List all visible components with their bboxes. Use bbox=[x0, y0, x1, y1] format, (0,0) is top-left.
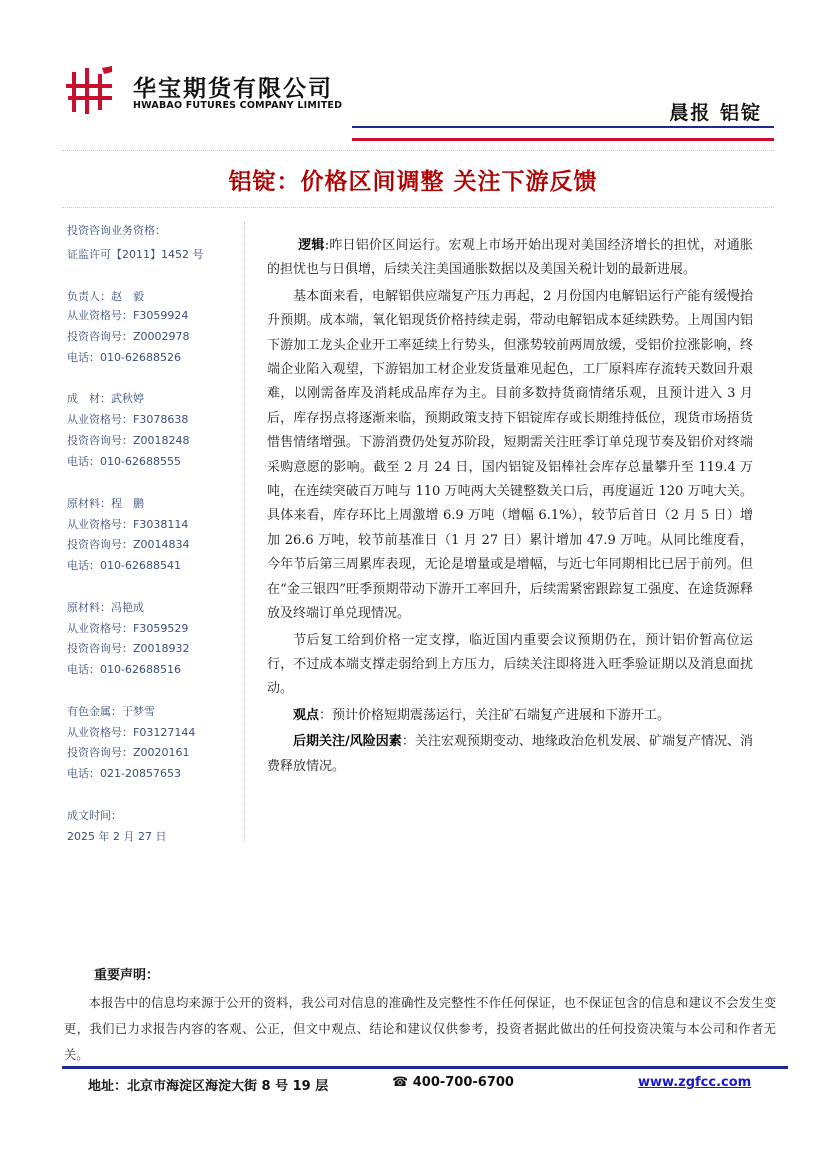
contact-cert: 从业资格号：F03127144 bbox=[67, 726, 196, 739]
footer-phone bbox=[392, 1075, 514, 1090]
company-name-en: HWABAO FUTURES COMPANY LIMITED bbox=[133, 100, 343, 111]
contact-phone: 电话：021-20857653 bbox=[67, 767, 181, 780]
date-value: 2025 年 2 月 27 日 bbox=[67, 830, 167, 843]
fundamentals-paragraph: 基本面来看，电解铝供应端复产压力再起，2 月份国内电解铝运行产能有缓慢抬升预期。成本端，氧化铝现货价格持续走弱，带动电解铝成本延续跌势。上周国内铝下游加工龙头企业开工率延续上行势头，但涨势较前两周放缓，受铝价拉涨影响，终端企业陷入观望，下游铝加工材企业发货量难见起色，工厂原料库存流转天数回升艰难，以刚需备库及消耗成品库存为主。目前多数持货商情绪乐观，且预计进入 3 月后，库存拐点将逐渐来临，预期政策支持下铝锭库存或长期维持低位，现货市场捂货惜售情绪增强。下游消费仍处复苏阶段，短期需关注旺季订单兑现节奏及铝价对终端采购意愿的影响。截至 2 月 24 日，国内铝锭及铝棒社会库存总量攀升至 119.4 万吨，在连续突破百万吨与 110 万吨两大关键整数关口后，再度逼近 120 万吨大关。具体来看，库存环比上周激增 6.9 万吨（增幅 6.1%），较节后首日（2 月 5 日）增加 26.6 万吨，较节前基准日（1 月 27 日）累计增加 47.9 万吨。从同比维度看，今年节后第三周累库表现，无论是增量或是增幅，与近七年同期相比已居于前列。但在“金三银四”旺季预期带动下游开工率回升，后续需紧密跟踪复工强度、在途货源释放及终端订单兑现情况。 bbox=[267, 288, 753, 622]
divider bbox=[62, 207, 774, 208]
hwabao-logo-icon bbox=[66, 66, 114, 116]
view-paragraph bbox=[267, 704, 753, 728]
logic-text: :昨日铝价区间运行。宏观上市场开始出现对美国经济增长的担忧，对通胀的担忧也与日俱增，后续关注美国通胀数据以及美国关税计划的最新进展。 bbox=[267, 238, 753, 278]
contact-cert: 从业资格号：F3038114 bbox=[67, 518, 189, 531]
header-rule-red bbox=[352, 138, 774, 141]
view-label: 观点 bbox=[293, 707, 320, 723]
view-text: ：预计价格短期震荡运行，关注矿石端复产进展和下游开工。 bbox=[319, 707, 671, 723]
risk-label: 后期关注/风险因素 bbox=[293, 734, 402, 750]
disclaimer-text: 本报告中的信息均来源于公开的资料，我公司对信息的准确性及完整性不作任何保证，也不保证包含的信息和建议不会发生变更，我们已力求报告内容的客观、公正，但文中观点、结论和建议仅供参考，投资者据此做出的任何投资决策与本公司和作者无关。 bbox=[64, 996, 776, 1062]
risk-paragraph bbox=[267, 730, 753, 779]
outlook-paragraph: 节后复工给到价格一定支撑，临近国内重要会议预期仍在，预计铝价暂高位运行，不过成本端支撑走弱给到上方压力，后续关注即将进入旺季验证期以及消息面扰动。 bbox=[267, 632, 753, 697]
qualification-value: 证监许可【2011】1452 号 bbox=[67, 248, 204, 261]
risk-text: ：关注宏观预期变动、地缘政治危机发展、矿端复产情况、消费释放情况。 bbox=[267, 734, 753, 774]
report-body bbox=[267, 234, 753, 781]
contact-role: 原材料：程 鹏 bbox=[67, 497, 144, 510]
contact-phone: 电话：010-62688555 bbox=[67, 455, 181, 468]
contact-consult: 投资咨询号：Z0018932 bbox=[67, 642, 190, 655]
qualification-label: 投资咨询业务资格： bbox=[67, 224, 166, 237]
contact-phone: 电话：010-62688526 bbox=[67, 351, 181, 364]
phone-icon: ☎ bbox=[392, 1075, 409, 1090]
contact-consult: 投资咨询号：Z0018248 bbox=[67, 434, 190, 447]
logic-paragraph bbox=[267, 234, 753, 283]
contact-consult: 投资咨询号：Z0014834 bbox=[67, 538, 190, 551]
contact-phone: 电话：010-62688541 bbox=[67, 559, 181, 572]
date-label: 成文时间： bbox=[67, 809, 122, 822]
disclaimer-title: 重要声明： bbox=[94, 968, 160, 983]
contact-role: 原材料：冯艳成 bbox=[67, 601, 144, 614]
contact-role: 成 材：武秋婷 bbox=[67, 392, 144, 405]
company-name-cn: 华宝期货有限公司 bbox=[133, 76, 333, 102]
contact-cert: 从业资格号：F3078638 bbox=[67, 413, 189, 426]
logic-label: 逻辑 bbox=[298, 238, 325, 253]
divider bbox=[62, 150, 774, 151]
sidebar-divider bbox=[244, 222, 245, 842]
website-link[interactable]: www.zgfcc.com bbox=[638, 1075, 752, 1090]
contact-phone: 电话：010-62688516 bbox=[67, 663, 181, 676]
footer-address: 地址：北京市海淀区海淀大街 8 号 19 层 bbox=[88, 1079, 329, 1094]
contact-consult: 投资咨询号：Z0002978 bbox=[67, 330, 190, 343]
contact-consult: 投资咨询号：Z0020161 bbox=[67, 746, 190, 759]
contact-cert: 从业资格号：F3059924 bbox=[67, 309, 189, 322]
page-title: 铝锭：价格区间调整 关注下游反馈 bbox=[228, 168, 598, 195]
header-rule-blue bbox=[352, 126, 774, 128]
contact-role: 有色金属：于梦雪 bbox=[67, 705, 155, 718]
phone-number: 400-700-6700 bbox=[412, 1075, 514, 1090]
footer-rule bbox=[62, 1066, 788, 1069]
contact-role: 负责人：赵 毅 bbox=[67, 290, 144, 303]
contact-cert: 从业资格号：F3059529 bbox=[67, 622, 189, 635]
report-type: 晨报 铝锭 bbox=[669, 102, 762, 124]
